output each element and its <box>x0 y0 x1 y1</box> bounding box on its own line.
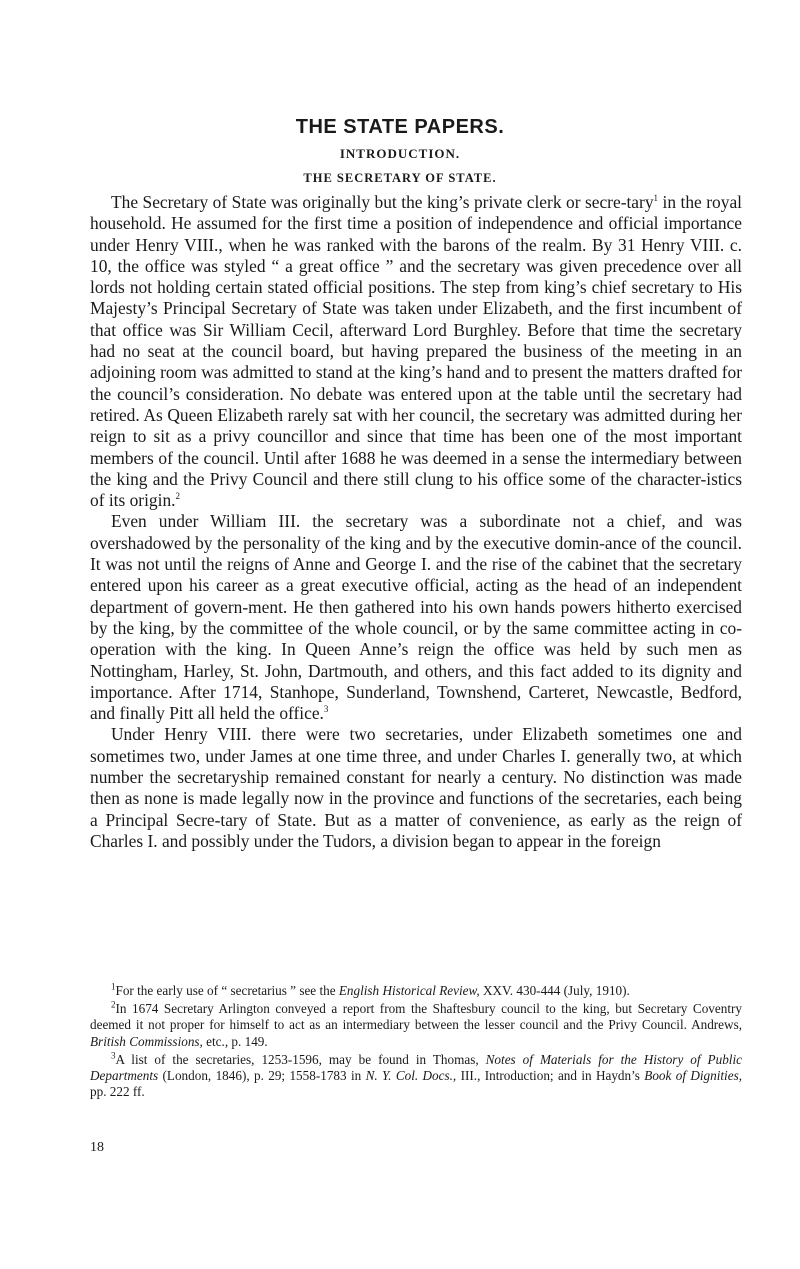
footnote-2-mark: 2 <box>111 999 116 1010</box>
footnote-2 <box>90 1001 742 1050</box>
footnote-3-mark: 3 <box>111 1050 116 1061</box>
footnote-3-citation-1: Notes of Materials for the History of Public Departments <box>90 1051 742 1084</box>
footnote-1-mark: 1 <box>111 981 116 992</box>
footnote-ref-2: 2 <box>175 491 181 502</box>
section-heading: THE SECRETARY OF STATE. <box>303 171 497 185</box>
footnote-3-text-3: III., Introduction; and in Haydn’s <box>456 1068 645 1084</box>
footnote-2-text: In 1674 Secretary Arlington conveyed a report from the Shaftesbury council to the king, but Secretary Coventry deemed it not proper for himself to act as an intermediary between the lesser council and the Privy Council. Andrews, <box>90 1001 742 1033</box>
footnote-1-citation: English Historical Review, <box>338 983 480 998</box>
body-paragraph-3 <box>90 724 742 852</box>
footnote-2-text-end: etc., p. 149. <box>202 1033 268 1049</box>
footnote-3-text: A list of the secretaries, 1253-1596, may be found in Thomas, <box>115 1051 486 1067</box>
footnote-1-text-end: XXV. 430-444 (July, 1910). <box>479 983 630 998</box>
footnote-1 <box>90 983 742 999</box>
introduction-heading: INTRODUCTION. <box>339 146 461 161</box>
page-title: THE STATE PAPERS. <box>295 116 505 138</box>
footnote-3-citation-3: Book of Dignities, <box>644 1068 743 1084</box>
paragraph-3-text: Under Henry VIII. there were two secretaries, under Elizabeth sometimes one and sometimes two, under James at one time three, and under Charles I. generally two, at which number the secretaryship remained constant for nearly a century. No distinction was made then as none is made legally now in the province and functions of the secretaries, each being a Principal Secre-tary of State. But as a matter of convenience, as early as the reign of Charles I. and possibly under the Tudors, a division began to appear in the foreign <box>90 724 742 851</box>
footnote-3-text-2: (London, 1846), p. 29; 1558-1783 in <box>158 1068 366 1084</box>
body-paragraph-1 <box>90 192 742 511</box>
paragraph-1-start: The Secretary of State was originally but the king’s private clerk or secre-tary <box>111 192 654 212</box>
footnote-1-text: For the early use of “ secretarius ” see the <box>115 983 339 998</box>
body-text <box>90 192 742 852</box>
paragraph-2-text: Even under William III. the secretary was a subordinate not a chief, and was overshadowed by the personality of the king and by the executive domin-ance of the council. It was not until the reigns of Anne and George I. and the rise of the cabinet that the secretary entered upon his career as a great executive official, acting as the head of an independent department of govern-ment. He then gathered into his own hands powers hitherto exercised by the king, by the committee of the whole council, or by the same committee acting in co-operation with the king. In Queen Anne’s reign the office was held by such men as Nottingham, Harley, St. John, Dartmouth, and others, and this fact added to its dignity and importance. After 1714, Stanhope, Sunderland, Townshend, Carteret, Newcastle, Bedford, and finally Pitt all held the office. <box>90 511 742 724</box>
footnote-ref-1: 1 <box>653 193 659 204</box>
paragraph-1-rest: in the royal household. He assumed for the first time a position of independence and official importance under Henry VIII., when he was ranked with the barons of the realm. By 31 Henry VIII. c. 10, the office was styled “ a great office ” and the secretary was given precedence over all lords not holding certain stated official positions. The step from king’s chief secretary to His Majesty’s Principal Secretary of State was taken under Elizabeth, and the first incumbent of that office was Sir William Cecil, afterward Lord Burghley. Before that time the secretary had no seat at the council board, but having prepared the business of the meeting in an adjoining room was admitted to stand at the king’s hand and to present the matters drafted for the council’s consideration. No debate was entered upon at the table until the secretary had retired. As Queen Elizabeth rarely sat with her council, the secretary was admitted during her reign to sit as a privy councillor and since that time has been one of the most important members of the council. Until after 1688 he was deemed in a sense the intermediary between the king and the Privy Council and there still clung to his office some of the character-istics of its origin. <box>90 192 742 511</box>
footnote-ref-3: 3 <box>323 704 329 715</box>
page-number: 18 <box>90 1140 104 1155</box>
footnotes <box>90 983 742 1102</box>
footnote-3-text-end: pp. 222 ff. <box>90 1084 145 1100</box>
footnote-3 <box>90 1052 742 1101</box>
body-paragraph-2 <box>90 511 742 724</box>
footnote-3-citation-2: N. Y. Col. Docs., <box>365 1068 457 1084</box>
footnote-2-citation: British Commissions, <box>90 1033 203 1049</box>
